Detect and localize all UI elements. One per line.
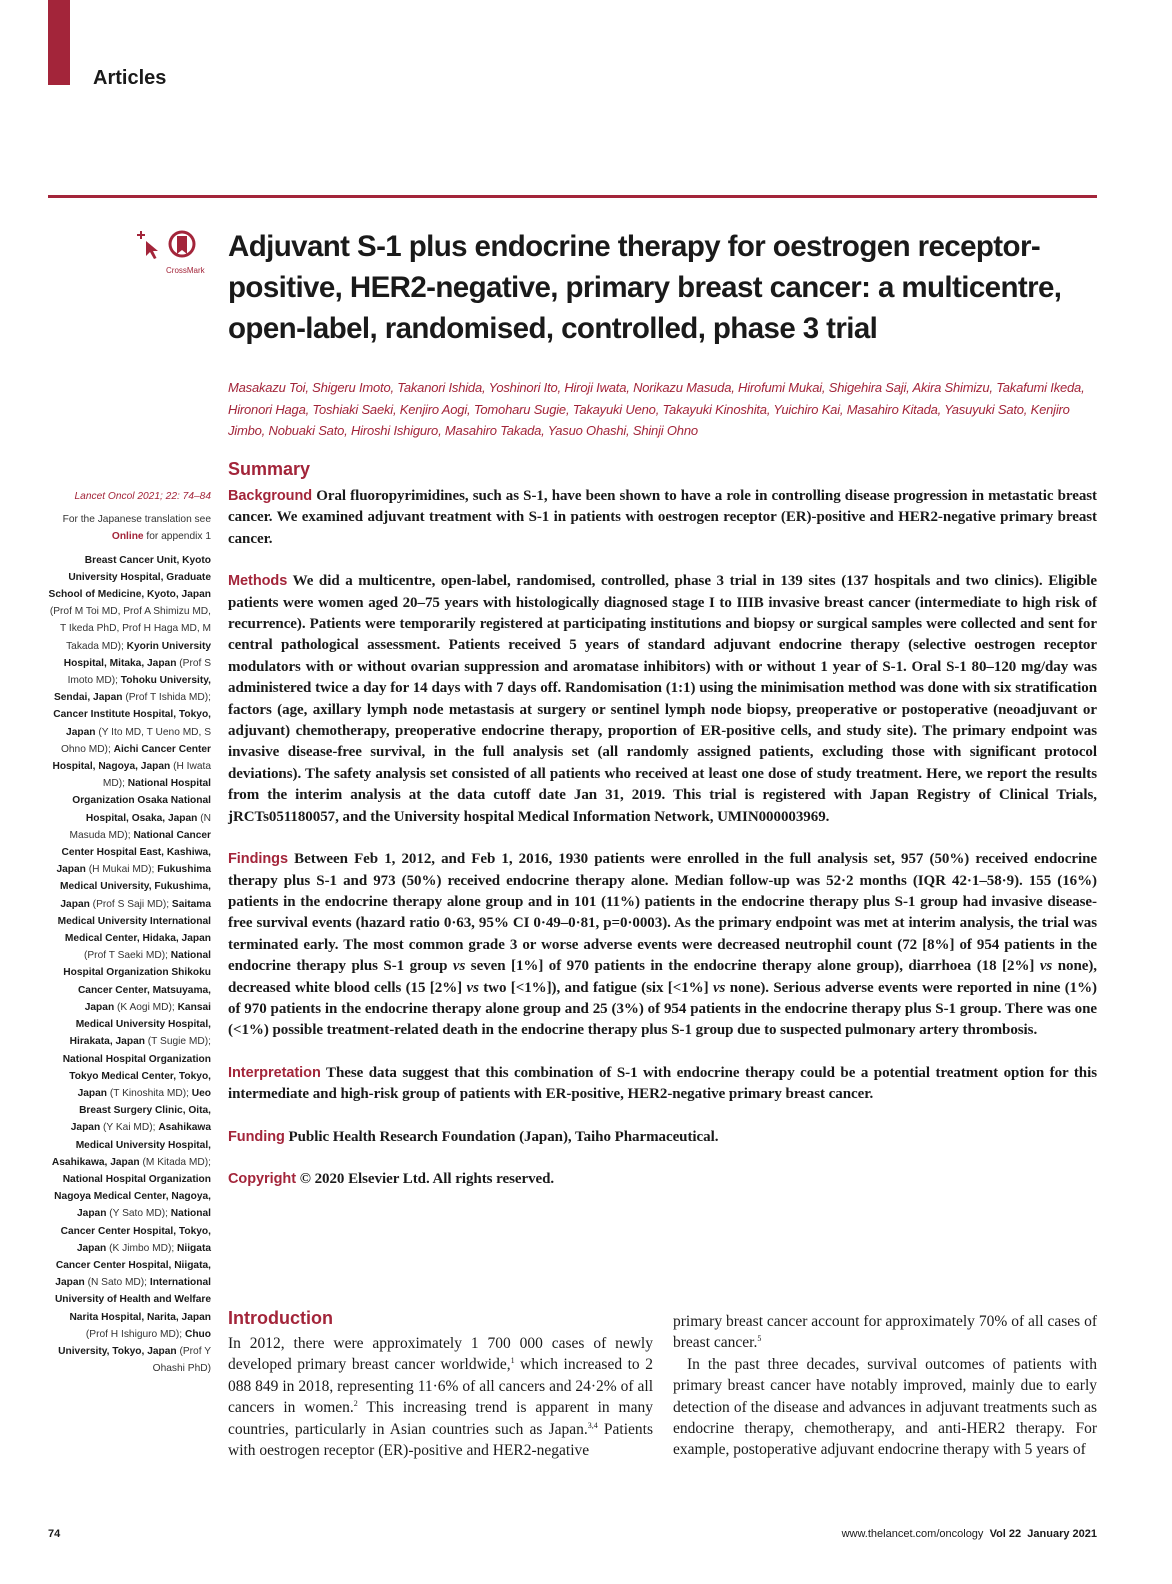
findings-text: none), decreased white blood cells (15 [2%] [228, 958, 1097, 996]
findings-text: seven [1%] of 970 patients in the endocrine therapy alone group), diarrhoea (18 [2%] [465, 958, 1040, 975]
background-text: Oral fluoropyrimidines, such as S-1, have been shown to have a role in controlling disease progression in metastatic breast cancer. We examined adjuvant treatment with S-1 in patients with oestrogen receptor (ER)-positive and HER2-negative primary breast cancer. [228, 488, 1097, 547]
affiliation-people: (Prof T Ishida MD); [122, 692, 211, 704]
introduction-right-column [673, 1311, 1097, 1461]
interpretation-text: These data suggest that this combination of S-1 with endocrine therapy could be a potential treatment option for this intermediate and high-risk group of patients with ER-positive, HER2-negative primary breast cancer. [228, 1064, 1097, 1103]
reference-link[interactable]: 3,4 [587, 1420, 598, 1430]
reference-link[interactable]: 5 [757, 1334, 762, 1344]
affiliation-people: (Y Sato MD); [106, 1208, 171, 1220]
findings-vs: vs [452, 958, 466, 975]
affiliation-people: (K Aogi MD); [114, 1001, 178, 1013]
intro-text: This increasing trend is apparent in many countries, particularly in Asian countries such as Japan. [228, 1399, 653, 1438]
findings-text: Between Feb 1, 2012, and Feb 1, 2016, 1930 patients were enrolled in the full analysis set, 957 (50%) received endocrine therapy plus S-1 and 973 (50%) received endocrine therapy alone. Median follow-up was 52·2 months (IQR 42·1–58·9). 155 (16%) patients in the endocrine therapy alone group and in 101 (11%) patients in the endocrine therapy plus S-1 group had invasive disease-free survival events (hazard ratio 0·63, 95% CI 0·49–0·81, p=0·0003). As the primary endpoint was met at interim analysis, the trial was terminated early. The most common grade 3 or worse adverse events were decreased neutrophil count (72 [8%] of 954 patients in the endocrine therapy plus S-1 group [228, 851, 1097, 975]
affiliation-name: Chuo University, Tokyo, Japan [58, 1328, 211, 1357]
summary-heading: Summary [228, 459, 311, 479]
findings-text: two [<1%]), and fatigue (six [<1%] [478, 979, 713, 996]
affiliation-name: Saitama Medical University International Medical Center, Hidaka, Japan [57, 898, 211, 945]
summary-findings [228, 849, 1097, 1042]
author-list: Masakazu Toi, Shigeru Imoto, Takanori Ishida, Yoshinori Ito, Hiroji Iwata, Norikazu Masuda, Hirofumi Mukai, Shigehira Saji, Akira Shimizu, Takafumi Ikeda, Hironori Haga, Toshiaki Saeki, Kenjiro Aogi, Tomoharu Sugie, Takayuki Ueno, Takayuki Kinoshita, Yuichiro Kai, Masahiro Kitada, Yasuyuki Sato, Kenjiro Jimbo, Nobuaki Sato, Hiroshi Ishiguro, Masahiro Takada, Yasuo Ohashi, Shinji Ohno [228, 380, 1085, 438]
affiliation-people: (Prof H Ishiguro MD); [85, 1328, 185, 1340]
affiliation-people: (T Sugie MD); [144, 1036, 211, 1048]
affiliation-name: National Hospital Organization Osaka National Hospital, Osaka, Japan [72, 778, 211, 824]
affiliation-people: (K Jimbo MD); [106, 1242, 178, 1254]
findings-text: none). Serious adverse events were reported in nine (1%) of 970 patients in the endocrine therapy alone group and 25 (3%) of 954 patients in the endocrine therapy plus S-1 group. There was one (<1%) possible treatment-related death in the endocrine therapy plus S-1 group due to suspected pulmonary artery thrombosis. [228, 979, 1097, 1039]
affiliation-name: Fukushima Medical University, Fukushima, Japan [60, 864, 211, 910]
summary-interpretation [228, 1063, 1097, 1106]
affiliation-people: (H Iwata MD); [102, 761, 211, 790]
journal-citation: Lancet Oncol 2021; 22: 74–84 [74, 491, 211, 502]
affiliation-people: (T Kinoshita MD); [107, 1087, 192, 1099]
findings-vs: vs [712, 979, 726, 996]
issue-date: January 2021 [1027, 1528, 1097, 1540]
section-label: Articles [93, 67, 167, 89]
article-title: Adjuvant S-1 plus endocrine therapy for oestrogen receptor-positive, HER2-negative, primary breast cancer: a multicentre, open-label, randomised, controlled, phase 3 trial [228, 230, 1062, 345]
introduction-heading: Introduction [228, 1308, 333, 1328]
affiliation-name: Tohoku University, Sendai, Japan [53, 675, 211, 704]
header-rule [48, 195, 1097, 198]
funding-label: Funding [228, 1128, 285, 1145]
affiliation-people: (N Masuda MD); [69, 812, 211, 841]
affiliation-people: (Y Ito MD, T Ueno MD, S Ohno MD); [60, 726, 211, 755]
methods-text: We did a multicentre, open-label, randomised, controlled, phase 3 trial in 139 sites (137 hospitals and two clinics). Eligible patients were women aged 20–75 years with histologically diagnosed stage I to IIIB invasive breast cancer (intermediate to high risk of recurrence). Patients were temporarily registered at participating institutions and biopsy or surgical samples were collected and sent for central pathological assessment. Patients received 5 years of standard adjuvant endocrine therapy (selective oestrogen receptor modulators with or without ovarian suppression and aromatase inhibitors) with or without 1 year of S-1. Oral S-1 80–120 mg/day was administered twice a day for 14 days with 7 days off. Randomisation (1:1) using the minimisation method was done with six stratification factors (age, axillary lymph node metastasis at surgery or sentinel lymph node biopsy, preoperative or postoperative (neoadjuvant or adjuvant) chemotherapy, preoperative endocrine therapy, proportion of ER-positive cells, and study site). The primary endpoint was invasive disease-free survival, in the full analysis set (all randomly assigned patients, excluding those with significant protocol deviations). The safety analysis set consisted of all patients who received at least one dose of study treatment. Here, we report the results from the interim analysis at the data cutoff date Jan 31, 2019. This trial is registered with Japan Registry of Clinical Trials, jRCTs051180057, and the University hospital Medical Information Network, UMIN000003969. [228, 573, 1097, 825]
copyright-text: © 2020 Elsevier Ltd. All rights reserved. [299, 1170, 555, 1187]
affiliation-name: National Hospital Organization Tokyo Medical Center, Tokyo, Japan [62, 1053, 211, 1099]
volume: Vol 22 [989, 1528, 1022, 1540]
findings-label: Findings [228, 851, 289, 868]
reference-link[interactable]: 2 [353, 1399, 358, 1409]
translation-text: For the Japanese translation see [62, 514, 211, 526]
summary-methods [228, 571, 1097, 828]
affiliation-people: (Prof Y Ohashi PhD) [152, 1345, 211, 1375]
affiliation-name: Ueo Breast Surgery Clinic, Oita, Japan [70, 1087, 211, 1134]
affiliation-people: (Y Kai MD); [100, 1122, 159, 1134]
introduction-paragraph-2: In the past three decades, survival outcomes of patients with primary breast cancer have notably improved, mainly due to early detection of the disease and advances in adjuvant treatments such as endocrine therapy, chemotherapy, and anti-HER2 therapy. For example, postoperative adjuvant endocrine therapy with 5 years of [673, 1355, 1097, 1459]
online-link[interactable]: Online [111, 531, 144, 543]
affiliation-people: (N Sato MD); [84, 1277, 150, 1289]
introduction-paragraph-1 [228, 1333, 653, 1461]
intro-text: primary breast cancer account for approximately 70% of all cases of breast cancer. [673, 1313, 1097, 1352]
affiliation-people: (Prof T Saeki MD); [83, 950, 171, 962]
affiliation-name: Aichi Cancer Center Hospital, Nagoya, Japan [52, 743, 211, 773]
summary-copyright [228, 1169, 1097, 1190]
affiliation-name: National Cancer Center Hospital East, Kashiwa, Japan [56, 829, 211, 876]
affiliation-name: Kansai Medical University Hospital, Hirakata, Japan [69, 1001, 211, 1048]
summary-funding [228, 1127, 1097, 1148]
intro-text: Patients with oestrogen receptor (ER)-positive and HER2-negative [228, 1420, 654, 1460]
findings-vs: vs [1039, 958, 1053, 975]
summary-background [228, 486, 1097, 550]
footer-journal-info [842, 1528, 1097, 1540]
affiliation-people: (Prof M Toi MD, Prof A Shimizu MD, T Ikeda PhD, Prof H Haga MD, M Takada MD); [49, 606, 211, 652]
affiliations [48, 552, 211, 1378]
summary-body [228, 486, 1097, 1211]
affiliation-people: (M Kitada MD); [139, 1156, 211, 1168]
sidebar [48, 488, 211, 1383]
methods-label: Methods [228, 573, 288, 590]
website-link[interactable]: www.thelancet.com/oncology [841, 1528, 984, 1540]
copyright-label: Copyright [228, 1170, 297, 1187]
affiliation-name: Breast Cancer Unit, Kyoto University Hospital, Graduate School of Medicine, Kyoto, Japan [48, 554, 211, 601]
intro-text: which increased to 2 088 849 in 2018, representing 11·6% of all cancers and 24·2% of all cancers in women. [228, 1356, 653, 1417]
introduction-paragraph-1-cont [673, 1311, 1097, 1354]
translation-note [48, 511, 211, 545]
affiliation-people: (H Mukai MD); [85, 864, 158, 876]
affiliation-name: National Cancer Center Hospital, Tokyo, Japan [60, 1208, 211, 1254]
intro-text: In 2012, there were approximately 1 700 000 cases of newly developed primary breast cancer worldwide, [228, 1335, 653, 1374]
funding-text: Public Health Research Foundation (Japan), Taiho Pharmaceutical. [288, 1128, 719, 1145]
crossmark-label: CrossMark [166, 266, 205, 275]
page-number: 74 [48, 1528, 61, 1540]
affiliation-people: (Prof S Imoto MD); [67, 657, 211, 687]
affiliation-name: Cancer Institute Hospital, Tokyo, Japan [53, 709, 211, 738]
affiliation-name: Asahikawa Medical University Hospital, Asahikawa, Japan [51, 1122, 211, 1168]
affiliation-name: National Hospital Organization Shikoku Cancer Center, Matsuyama, Japan [63, 950, 211, 1013]
translation-text: for appendix 1 [143, 531, 211, 543]
affiliation-people: (Prof S Saji MD); [89, 898, 172, 910]
reference-link[interactable]: 1 [510, 1356, 515, 1366]
affiliation-name: International University of Health and Welfare Narita Hospital, Narita, Japan [54, 1277, 211, 1323]
background-label: Background [228, 488, 313, 504]
affiliation-name: Kyorin University Hospital, Mitaka, Japan [63, 640, 211, 669]
interpretation-label: Interpretation [228, 1064, 321, 1081]
affiliation-name: Niigata Cancer Center Hospital, Niigata, Japan [55, 1242, 211, 1289]
findings-vs: vs [466, 979, 479, 996]
affiliation-name: National Hospital Organization Nagoya Medical Center, Nagoya, Japan [54, 1173, 211, 1220]
header-accent-bar [48, 0, 70, 85]
